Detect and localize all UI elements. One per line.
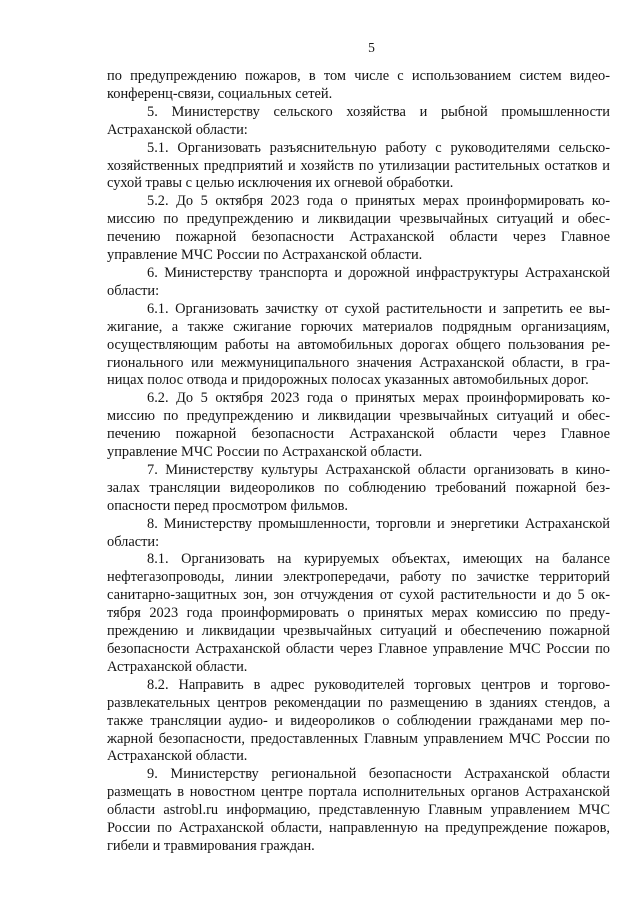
document-body bbox=[107, 68, 610, 856]
paragraph-item-5-1: 5.1. Организовать разъяснительную работу с руководителями сельскохозяйственных предприятий и хозяйств по утилизации растительных остатков и сухой травы с целью исключения их огневой обработки. bbox=[107, 139, 610, 192]
paragraph-item-8-2: 8.2. Направить в адрес руководителей торговых центров и торгово-развлекательных центров рекомендации по размещению в зданиях стендов, а также трансляции аудио- и видеороликов о соблюдении гражданами мер пожарной безопасности, предоставленных Главным управлением МЧС России по Астраханской области. bbox=[107, 676, 610, 765]
paragraph-item-5-2: 5.2. До 5 октября 2023 года о принятых мерах проинформировать комиссию по предупреждению и ликвидации чрезвычайных ситуаций и обеспечению пожарной безопасности Астраханской области через Главное управление МЧС России по Астраханской области. bbox=[107, 193, 610, 264]
paragraph-item-7: 7. Министерству культуры Астраханской области организовать в кинозалах трансляции видеороликов по соблюдению требований пожарной безопасности перед просмотром фильмов. bbox=[107, 461, 610, 514]
paragraph-item-6-1: 6.1. Организовать зачистку от сухой растительности и запретить ее выжигание, а также сжигание горючих материалов подрядным организациям, осуществляющим работы на автомобильных дорогах общего пользования регионального или межмуниципального значения Астраханской области, в границах полос отвода и придорожных полосах указанных автомобильных дорог. bbox=[107, 300, 610, 389]
paragraph-item-5: 5. Министерству сельского хозяйства и рыбной промышленности Астраханской области: bbox=[107, 103, 610, 138]
paragraph-item-6-2: 6.2. До 5 октября 2023 года о принятых мерах проинформировать комиссию по предупреждению и ликвидации чрезвычайных ситуаций и обеспечению пожарной безопасности Астраханской области через Главное управление МЧС России по Астраханской области. bbox=[107, 390, 610, 461]
page-number: 5 bbox=[368, 40, 375, 55]
paragraph-item-9: 9. Министерству региональной безопасности Астраханской области размещать в новостном центре портала исполнительных органов Астраханской области astrobl.ru информацию, представленную Главным управлением МЧС России по Астраханской области, направленную на предупреждение пожаров, гибели и травмирования граждан. bbox=[107, 766, 610, 854]
paragraph-item-8-1: 8.1. Организовать на курируемых объектах, имеющих на балансе нефтегазопроводы, линии электропередачи, работу по зачистке территорий санитарно-защитных зон, зон отчуждения от сухой растительности и до 5 октября 2023 года проинформировать о принятых мерах комиссию по предупреждению и ликвидации чрезвычайных ситуаций и обеспечению пожарной безопасности Астраханской области через Главное управление МЧС России по Астраханской области. bbox=[107, 551, 610, 675]
paragraph-item-6: 6. Министерству транспорта и дорожной инфраструктуры Астраханской области: bbox=[107, 264, 610, 299]
paragraph-item-8: 8. Министерству промышленности, торговли и энергетики Астраханской области: bbox=[107, 515, 610, 550]
paragraph-continuation: по предупреждению пожаров, в том числе с использованием систем видеоконференц-связи, социальных сетей. bbox=[107, 68, 610, 102]
